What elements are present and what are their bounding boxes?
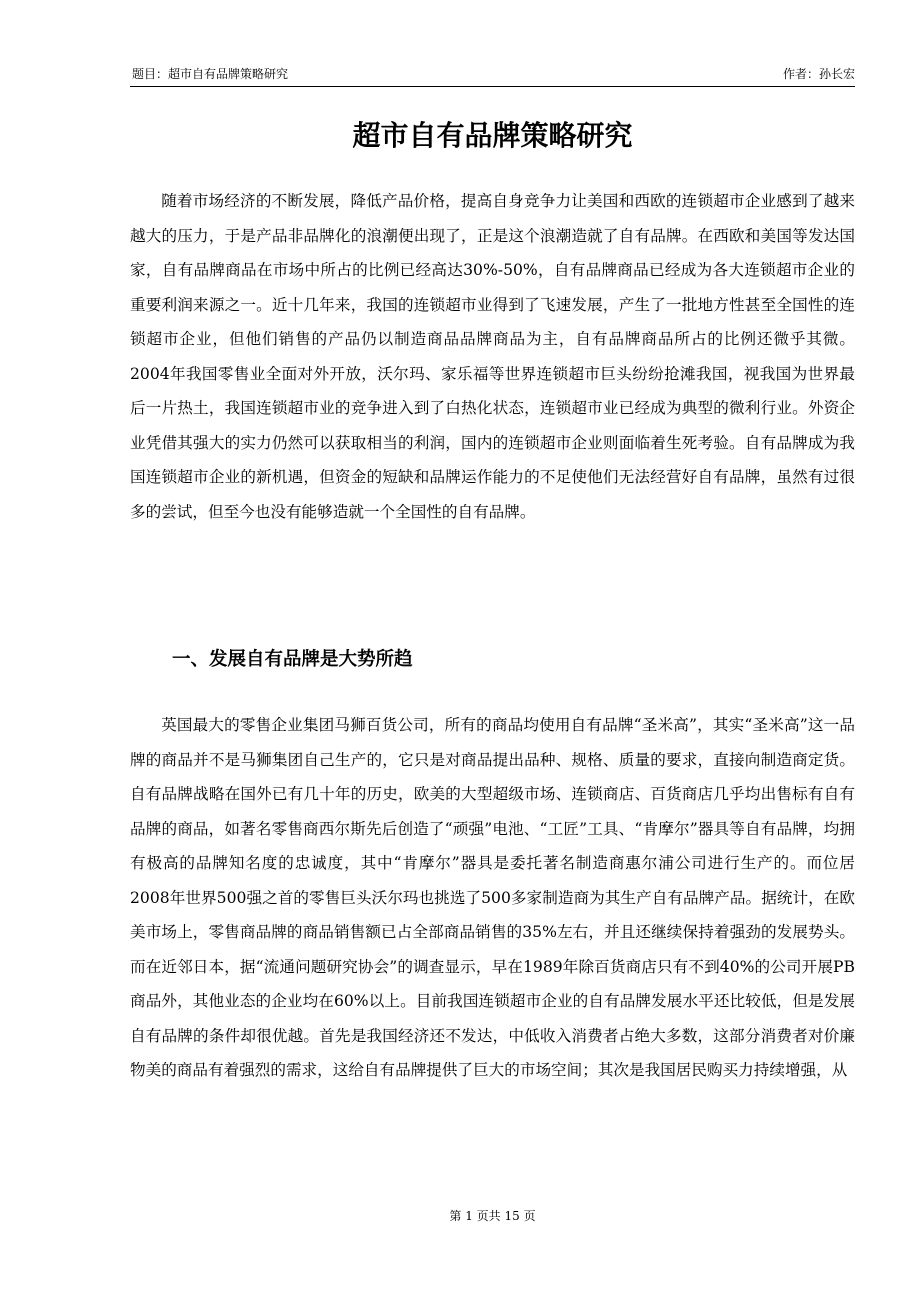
section-heading: 一、发展自有品牌是大势所趋 — [172, 649, 413, 670]
document-title: 超市自有品牌策略研究 — [352, 119, 633, 152]
page-header — [130, 66, 855, 87]
header-author: 作者：孙长宏 — [782, 67, 855, 81]
header-title: 题目：超市自有品牌策略研究 — [132, 67, 289, 81]
page-number: 第 1 页共 15 页 — [449, 1209, 536, 1223]
body-paragraph: 随着市场经济的不断发展，降低产品价格，提高自身竞争力让美国和西欧的连锁超市企业感到了越来越大的压力，于是产品非品牌化的浪潮便出现了，正是这个浪潮造就了自有品牌。在西欧和美国等发达国家，自有品牌商品在市场中所占的比例已经高达30%-50%，自有品牌商品已经成为各大连锁超市企业的重要利润来源之一。近十几年来，我国的连锁超市业得到了飞速发展，产生了一批地方性甚至全国性的连锁超市企业，但他们销售的产品仍以制造商品品牌商品为主，自有品牌商品所占的比例还微乎其微。2004年我国零售业全面对外开放，沃尔玛、家乐福等世界连锁超市巨头纷纷抢滩我国，视我国为世界最后一片热土，我国连锁超市业的竞争进入到了白热化状态，连锁超市业已经成为典型的微利行业。外资企业凭借其强大的实力仍然可以获取相当的利润，国内的连锁超市企业则面临着生死考验。自有品牌成为我国连锁超市企业的新机遇，但资金的短缺和品牌运作能力的不足使他们无法经营好自有品牌，虽然有过很多的尝试，但至今也没有能够造就一个全国性的自有品牌。 — [130, 192, 855, 521]
body-paragraph: 英国最大的零售企业集团马狮百货公司，所有的商品均使用自有品牌“圣米高”，其实“圣米高”这一品牌的商品并不是马狮集团自己生产的，它只是对商品提出品种、规格、质量的要求，直接向制造商定货。自有品牌战略在国外已有几十年的历史，欧美的大型超级市场、连锁商店、百货商店几乎均出售标有自有品牌的商品，如著名零售商西尔斯先后创造了“顽强”电池、“工匠”工具、“肯摩尔”器具等自有品牌，均拥有极高的品牌知名度的忠诚度，其中“肯摩尔”器具是委托著名制造商惠尔浦公司进行生产的。而位居2008年世界500强之首的零售巨头沃尔玛也挑选了500多家制造商为其生产自有品牌产品。据统计，在欧美市场上，零售商品牌的商品销售额已占全部商品销售的35%左右，并且还继续保持着强劲的发展势头。而在近邻日本，据“流通问题研究协会”的调查显示，早在1989年除百货商店只有不到40%的公司开展PB商品外，其他业态的企业均在60%以上。目前我国连锁超市企业的自有品牌发展水平还比较低，但是发展自有品牌的条件却很优越。首先是我国经济还不发达，中低收入消费者占绝大多数，这部分消费者对价廉物美的商品有着强烈的需求，这给自有品牌提供了巨大的市场空间；其次是我国居民购买力持续增强，从 — [130, 716, 855, 1079]
